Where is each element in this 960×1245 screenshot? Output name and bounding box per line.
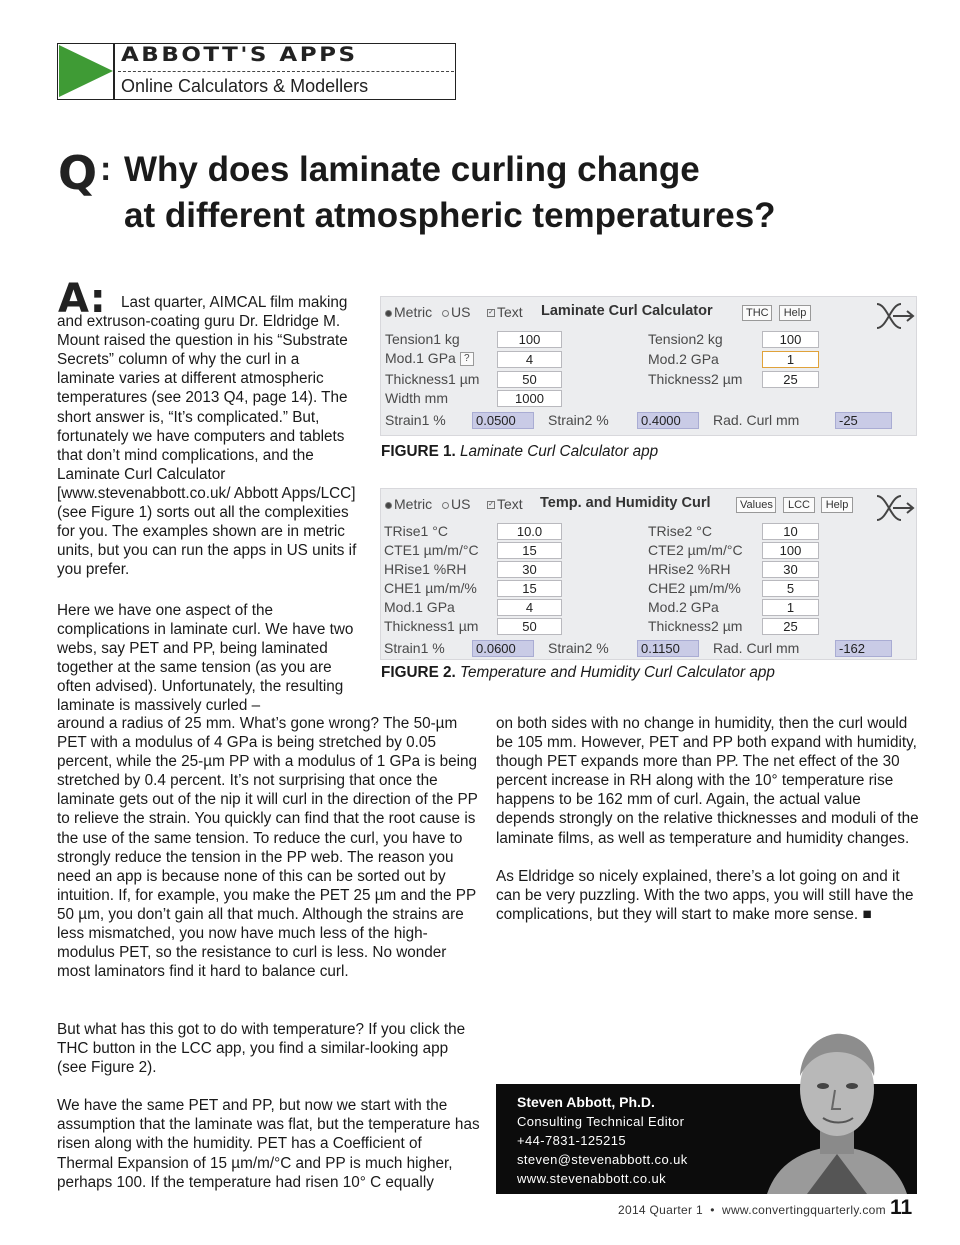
fig1-label-mod1 [385, 350, 474, 366]
author-phone: +44-7831-125215 [517, 1133, 627, 1148]
fig2-label-cte2: CTE2 µm/m/°C [648, 542, 743, 558]
fig2-label-mod2: Mod.2 GPa [648, 599, 719, 615]
answer-right-column [496, 714, 920, 943]
fig1-app-logo-icon [873, 300, 917, 337]
figure2-caption-label: FIGURE 2. [381, 664, 456, 681]
page-footer [618, 1203, 886, 1217]
fig2-label-thickness2: Thickness2 µm [648, 618, 743, 634]
fig1-label-thickness2: Thickness2 µm [648, 371, 743, 387]
fig1-label-radcurl: Rad. Curl mm [713, 412, 800, 428]
fig2-input-cte2[interactable]: 100 [762, 542, 819, 559]
fig1-help-icon[interactable]: ? [460, 352, 474, 366]
fig2-label-mod1: Mod.1 GPa [384, 599, 455, 615]
radio-selected-icon [385, 310, 392, 317]
fig2-input-hrise2[interactable]: 30 [762, 561, 819, 578]
fig2-label-radcurl: Rad. Curl mm [713, 640, 800, 656]
figure2-caption [381, 664, 775, 682]
question-colon: : [100, 150, 112, 188]
fig2-input-thickness2[interactable]: 25 [762, 618, 819, 635]
brand-title: ABBOTT'S APPS [121, 44, 358, 67]
answer-paragraph-6 [496, 867, 920, 924]
question-mark-letter: Q [58, 146, 98, 200]
fig1-input-mod2[interactable]: 1 [762, 351, 819, 368]
question-title-line1: Why does laminate curling change [124, 150, 700, 189]
fig2-app-logo-icon [873, 492, 917, 529]
fig1-label-width: Width mm [385, 390, 448, 406]
fig2-radio-metric[interactable] [385, 496, 432, 512]
fig2-values-button[interactable]: Values [736, 497, 776, 513]
fig2-input-thickness1[interactable]: 50 [497, 618, 562, 635]
fig1-text-checkbox[interactable] [487, 304, 523, 320]
figure2-caption-text: Temperature and Humidity Curl Calculator app [460, 664, 775, 681]
footer-website-link[interactable]: www.convertingquarterly.com [722, 1203, 886, 1217]
fig2-input-cte1[interactable]: 15 [497, 542, 562, 559]
fig2-output-radcurl: -162 [835, 640, 892, 657]
fig2-radio-metric-label: Metric [394, 496, 433, 512]
fig1-label-mod2: Mod.2 GPa [648, 351, 719, 367]
answer-paragraph-2a: Here we have one aspect of the complications in laminate curl. We have two webs, say PET and PP, being laminated together at the same tension (as you are often advised). Unfortunately, the resulting laminate is massively curled – [57, 602, 354, 715]
fig1-output-radcurl: -25 [835, 412, 892, 429]
fig1-text-checkbox-label: Text [497, 304, 523, 320]
brand-divider [113, 43, 115, 100]
page-number: 11 [890, 1196, 913, 1219]
checkbox-checked-icon: ✓ [488, 501, 494, 509]
footer-issue: 2014 Quarter 1 [618, 1203, 703, 1217]
fig1-app-title: Laminate Curl Calculator [541, 303, 713, 319]
fig1-label-thickness1: Thickness1 µm [385, 371, 480, 387]
author-website-link[interactable]: www.stevenabbott.co.uk [517, 1171, 666, 1186]
fig1-radio-us-label: US [451, 304, 471, 320]
fig1-radio-us[interactable] [442, 304, 470, 320]
fig1-output-strain1: 0.0500 [472, 412, 534, 429]
fig1-input-thickness1[interactable]: 50 [497, 371, 562, 388]
fig1-input-tension1[interactable]: 100 [497, 331, 562, 348]
fig2-radio-us[interactable] [442, 496, 470, 512]
answer-paragraph-6-text: As Eldridge so nicely explained, there’s a lot going on and it can be very puzzling. With the two apps, you will still have the complications, but they will start to make more sense. [496, 867, 914, 923]
fig2-label-trise1: TRise1 °C [384, 523, 448, 539]
answer-paragraph-1-text: Last quarter, AIMCAL film making and extruson-coating guru Dr. Eldridge M. Mount raised the question in his “Substrate Secrets” column of why the curl in a laminate varies at different atmospheric temperatures (see 2013 Q4, page 14). The short answer is, “It’s complicated.” But, fortunately we have computers and tablets that don’t mind complications, and the Laminate Curl Calculator [www.stevenabbott.co.uk/ Abbott Apps/LCC] (see Figure 1) sorts out all the complexities for you. The examples shown are in metric units, but you can run the apps in US units if you prefer. [57, 294, 357, 579]
figure1-caption-text: Laminate Curl Calculator app [460, 443, 659, 460]
checkbox-checked-icon: ✓ [488, 309, 494, 317]
answer-paragraph-3: But what has this got to do with temperature? If you click the THC button in the LCC app, you find a similar-looking app (see Figure 2). [57, 1021, 466, 1077]
fig1-label-strain2: Strain2 % [548, 412, 609, 428]
question-title-line2: at different atmospheric temperatures? [124, 196, 776, 235]
answer-paragraph-5: on both sides with no change in humidity, then the curl would be 105 mm. However, PET and PP both expand with humidity, though PET expands more than PP. The net effect of the 30 percent increase in RH along with the 10° temperature rise happens to be 162 mm of curl. Again, the actual value depends strongly on the relative thicknesses and moduli of the laminate films, as well as temperature and humidity changes. [496, 715, 919, 847]
fig2-label-hrise2: HRise2 %RH [648, 561, 731, 577]
fig2-radio-us-label: US [451, 496, 471, 512]
fig1-label-mod1-text: Mod.1 GPa [385, 350, 456, 366]
fig2-text-checkbox[interactable] [487, 496, 523, 512]
fig2-text-checkbox-label: Text [497, 496, 523, 512]
radio-unselected-icon [442, 310, 449, 317]
fig1-radio-metric[interactable] [385, 304, 432, 320]
fig2-label-strain1: Strain1 % [384, 640, 445, 656]
answer-paragraph-2b: around a radius of 25 mm. What’s gone wrong? The 50-µm PET with a modulus of 4 GPa is being stretched by 0.05 percent, while the 25-µm PP with a modulus of 1 GPa is being stretched by 0.4 percent. It’s not surprising that once the laminate gets out of the nip it will curl in the direction of the PP to relieve the strain. You quickly can find that the root cause is the use of the same tension. To reduce the curl, you have to strongly reduce the tension in the PP web. The reason you need an app is because none of this can be sorted out by intuition. If, for example, you make the PET 25 µm and the PP 50 µm, you don’t gain all that much. Although the strains are less mismatched, you now have much less of the high-modulus PET, so the resistance to curl is less. No wonder most laminators find it hard to balance curl. [57, 715, 478, 981]
fig1-input-mod1[interactable]: 4 [497, 351, 562, 368]
fig2-help-button[interactable]: Help [821, 497, 853, 513]
author-name: Steven Abbott, Ph.D. [517, 1094, 655, 1110]
fig2-input-hrise1[interactable]: 30 [497, 561, 562, 578]
fig2-label-trise2: TRise2 °C [648, 523, 712, 539]
fig2-label-thickness1: Thickness1 µm [384, 618, 479, 634]
fig2-app-title: Temp. and Humidity Curl [540, 495, 711, 511]
fig1-label-strain1: Strain1 % [385, 412, 446, 428]
answer-left-column-end [57, 1020, 481, 1211]
fig1-thc-button[interactable]: THC [742, 305, 772, 321]
fig1-label-tension2: Tension2 kg [648, 331, 723, 347]
brand-triangle-icon [59, 45, 113, 97]
fig1-label-tension1: Tension1 kg [385, 331, 460, 347]
fig1-output-strain2: 0.4000 [637, 412, 699, 429]
answer-paragraph-4: We have the same PET and PP, but now we start with the assumption that the laminate was flat, but the temperature has risen along with the humidity. PET has a Coefficient of Thermal Expansion of 15 µm/m/°C and PP is much higher, perhaps 100. If the temperature had risen 10° C equally [57, 1097, 480, 1191]
fig2-input-che2[interactable]: 5 [762, 580, 819, 597]
fig2-input-mod2[interactable]: 1 [762, 599, 819, 616]
fig2-label-che2: CHE2 µm/m/% [648, 580, 741, 596]
fig1-input-width[interactable]: 1000 [497, 390, 562, 407]
fig2-label-strain2: Strain2 % [548, 640, 609, 656]
fig2-input-trise1[interactable]: 10.0 [497, 523, 562, 540]
brand-dashed-rule [118, 71, 454, 72]
author-email-link[interactable]: steven@stevenabbott.co.uk [517, 1152, 688, 1167]
answer-mark-letter: A: [58, 276, 106, 322]
radio-unselected-icon [442, 502, 449, 509]
figure1-caption-label: FIGURE 1. [381, 443, 456, 460]
fig1-radio-metric-label: Metric [394, 304, 433, 320]
radio-selected-icon [385, 502, 392, 509]
figure1-caption [381, 443, 658, 461]
answer-paragraph-1 [57, 293, 357, 579]
fig2-lcc-button[interactable]: LCC [783, 497, 815, 513]
fig1-input-tension2[interactable]: 100 [762, 331, 819, 348]
footer-bullet: • [710, 1203, 715, 1217]
fig1-input-thickness2[interactable]: 25 [762, 371, 819, 388]
fig2-label-cte1: CTE1 µm/m/°C [384, 542, 479, 558]
fig2-label-che1: CHE1 µm/m/% [384, 580, 477, 596]
fig2-output-strain2: 0.1150 [637, 640, 699, 657]
fig1-help-button[interactable]: Help [779, 305, 811, 321]
author-role: Consulting Technical Editor [517, 1114, 685, 1129]
end-of-article-mark: ■ [862, 905, 872, 923]
brand-subtitle: Online Calculators & Modellers [121, 76, 369, 96]
fig2-input-trise2[interactable]: 10 [762, 523, 819, 540]
fig2-input-che1[interactable]: 15 [497, 580, 562, 597]
fig2-label-hrise1: HRise1 %RH [384, 561, 467, 577]
author-photo [757, 1014, 917, 1194]
fig2-output-strain1: 0.0600 [472, 640, 534, 657]
fig2-input-mod1[interactable]: 4 [497, 599, 562, 616]
